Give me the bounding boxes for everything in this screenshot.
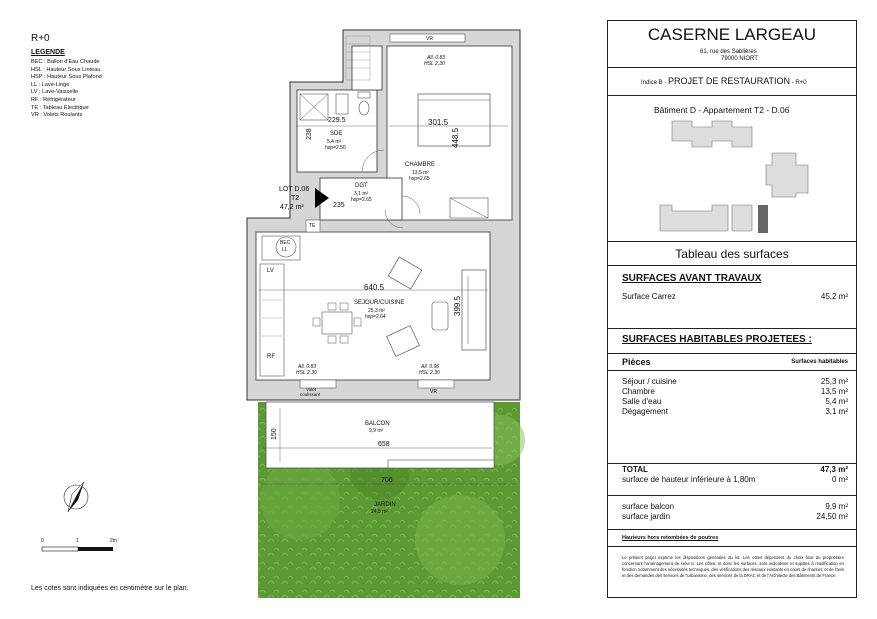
- sejour-dim-w: 640.5: [364, 283, 385, 292]
- dining-table: [322, 312, 352, 334]
- legend-item: LL : Lave-Linge: [31, 81, 70, 88]
- sejour-hsp: hsp=2.64: [365, 314, 386, 320]
- lv-label: LV: [267, 268, 274, 274]
- legend-item: HSP : Hauteur Sous Plafond: [31, 74, 102, 81]
- volet-l1: Volet: [306, 387, 317, 392]
- room-name: Salle d'eau: [622, 397, 662, 406]
- scale-1: 1: [76, 538, 79, 544]
- rf-label: RF: [267, 354, 275, 360]
- low-value: 0 m²: [832, 475, 848, 484]
- address-line1: 61, rue des Sablières: [700, 49, 757, 55]
- legend-title: LEGENDE: [31, 49, 65, 56]
- chambre-area: 13,5 m²: [412, 170, 429, 176]
- balcony-area: [266, 402, 494, 468]
- table-header: [622, 357, 848, 367]
- before-row: [622, 292, 848, 301]
- lot-line2: T2: [291, 195, 300, 202]
- balcon-row: [622, 502, 848, 511]
- vr-top-label: VR: [426, 36, 433, 42]
- chambre-dim-h: 448.5: [451, 127, 460, 148]
- room-value: 3,1 m²: [825, 407, 848, 416]
- chambre-hsp: hsp=2.65: [409, 176, 430, 182]
- chambre-name: CHAMBRE: [405, 162, 436, 168]
- disclaimer: Le présent projet exprime les dispositions générales du lot. Les cotes dépendent du choix final du propriétaire concernant l'aménagement de celui-ci. Les côtes, et donc les surfaces, sont indicatives et sujettes à modification en fonction notamment des nécessités techniques, des vérifications des réseaux existants en cours de chantier, et de l'avis et des demandes des services de l'urbanisme, des services de la DRAC et de l'Architecte des Bâtiments de France.: [622, 555, 844, 578]
- vr-bottom-label: VR: [430, 389, 437, 395]
- sde-dim-w: 229.5: [328, 117, 346, 124]
- room-name: Séjour / cuisine: [622, 377, 677, 386]
- dgt-hsp: hsp=2.65: [351, 197, 372, 203]
- sde-area: 5,4 m²: [327, 139, 342, 145]
- legend-item: HSL : Hauteur Sous Linteau: [31, 66, 101, 73]
- legend-item: VR : Volets Roulants: [31, 112, 83, 119]
- apartment-title: Bâtiment D - Appartement T2 - D.06: [654, 105, 790, 115]
- scale-bar: [42, 547, 113, 551]
- north-arrow-icon: [64, 482, 88, 512]
- col-surfaces: Surfaces habitables: [791, 359, 848, 365]
- bec-label: BEC: [280, 240, 291, 246]
- room-name: Dégagement: [622, 407, 668, 416]
- jardin-value: 24,50 m²: [816, 512, 848, 521]
- title-block: [607, 20, 857, 598]
- table-row: [622, 387, 848, 396]
- before-title: SURFACES AVANT TRAVAUX: [622, 273, 762, 284]
- total-label: TOTAL: [622, 465, 648, 474]
- window-top-all: All. 0.83: [427, 55, 446, 61]
- scale-2: 2m: [110, 538, 117, 544]
- balcon-value: 9,9 m²: [825, 502, 848, 511]
- indice-prefix: Indice B -: [641, 80, 667, 86]
- sejour-area: 25,3 m²: [368, 308, 385, 314]
- jardin-row: [622, 512, 848, 521]
- total-value: 47,3 m²: [820, 465, 848, 474]
- te-label: TE: [309, 223, 316, 229]
- note-title: Hauteurs hors retombées de poutres: [622, 535, 719, 541]
- lot-line3: 47,2 m²: [280, 204, 304, 211]
- sde-dim-h: 238: [306, 128, 313, 140]
- sejour-dim-h: 399.5: [453, 295, 462, 316]
- win-left-hsl: HSL 2.30: [296, 370, 317, 376]
- after-title: SURFACES HABITABLES PROJETEES :: [622, 334, 812, 345]
- jardin-area: 24,5 m²: [371, 509, 388, 515]
- ll-label: LL: [282, 247, 288, 253]
- project-title: CASERNE LARGEAU: [647, 25, 817, 44]
- sde-name: SDE: [330, 131, 343, 137]
- legend-item: TE : Tableau Electrique: [31, 104, 89, 111]
- win-right-hsl: HSL 2.30: [419, 370, 440, 376]
- legend-item: BEC : Ballon d'Eau Chaude: [31, 59, 100, 65]
- balcon-label: surface balcon: [622, 502, 675, 511]
- jardin-name: JARDIN: [374, 502, 396, 508]
- chambre-dim-w: 301.5: [428, 118, 449, 127]
- indice-line: [641, 76, 807, 86]
- lot-line1: LOT D.06: [279, 186, 310, 193]
- surfaces-table-title: Tableau des surfaces: [675, 247, 789, 261]
- legend-item: LV : Lave-Vaisselle: [31, 89, 79, 96]
- legend-item: RF : Réfrigérateur: [31, 96, 76, 103]
- footnote: Les cotes sont indiquées en centimètre sur le plan.: [31, 585, 189, 592]
- sde-hsp: hsp=2.50: [325, 145, 346, 151]
- before-label: Surface Carrez: [622, 292, 676, 301]
- dgt-dim: 235: [333, 202, 345, 209]
- jardin-label: surface jardin: [622, 512, 671, 521]
- key-plan: [648, 117, 828, 237]
- table-row: [622, 377, 848, 386]
- balcon-area: 9,9 m²: [369, 428, 384, 434]
- sejour-name: SEJOUR/CUISINE: [354, 300, 405, 306]
- window-top-hsl: HSL 2.30: [424, 61, 445, 67]
- project-name: PROJET DE RESTAURATION: [668, 76, 791, 86]
- col-pieces: Pièces: [622, 357, 651, 367]
- project-suffix: - R+0: [791, 80, 807, 86]
- table-row: [622, 397, 848, 406]
- jardin-dim-w: 706: [381, 477, 393, 484]
- total-row: [622, 465, 848, 474]
- dgt-area: 3,1 m²: [354, 191, 369, 197]
- balcon-dim-h: 150: [271, 428, 278, 440]
- low-label: surface de hauteur inférieure à 1,80m: [622, 475, 756, 484]
- room-value: 25,3 m²: [820, 377, 848, 386]
- sofa: [462, 270, 486, 350]
- win-right-all: All. 0.96: [421, 364, 440, 370]
- volet-l2: coulissant: [300, 392, 321, 397]
- low-height-row: [622, 475, 848, 484]
- win-left-all: All. 0.83: [298, 364, 317, 370]
- address-line2: 79000 NIORT: [721, 56, 758, 62]
- room-value: 13,5 m²: [820, 387, 848, 396]
- before-value: 45,2 m²: [820, 292, 848, 301]
- dgt-name: DGT: [355, 183, 368, 189]
- table-row: [622, 407, 848, 416]
- balcon-name: BALCON: [365, 421, 390, 427]
- balcon-dim-w: 658: [378, 441, 390, 448]
- level-label: R+0: [31, 33, 50, 44]
- room-name: Chambre: [622, 387, 655, 396]
- scale-0: 0: [41, 538, 44, 544]
- room-value: 5,4 m²: [825, 397, 848, 406]
